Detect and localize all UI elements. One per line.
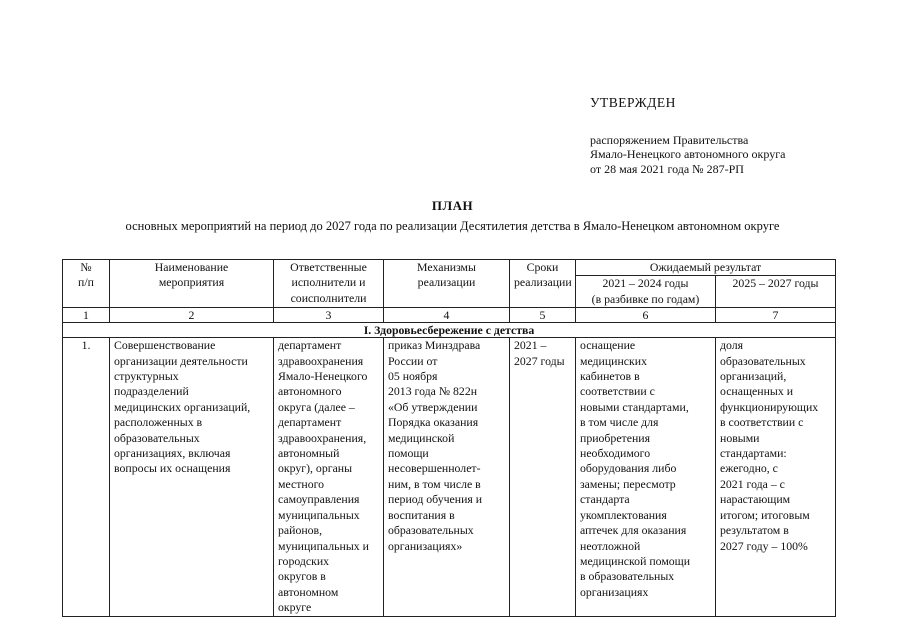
approval-line-1: распоряжением Правительства — [590, 132, 749, 147]
plan-title: ПЛАН — [431, 198, 474, 213]
approval-line-2: Ямало-Ненецкого автономного округа — [590, 147, 786, 161]
approval-line-3: от 28 мая 2021 года № 287-РП — [590, 161, 744, 176]
row-result-a: оснащение медицинских кабинетов в соответствии с новыми стандартами, в том числе для приобретения необходимого оборудования либо замены; пересмотр стандарта укомплектования аптечек для оказания неотложной медицинской помощи в образовательных организациях — [576, 338, 716, 616]
column-number: 4 — [384, 308, 510, 323]
approval-title: УТВЕРЖДЕН — [590, 95, 676, 110]
header-expected-b: 2025 – 2027 годы — [716, 276, 836, 308]
header-num: № п/п — [63, 260, 110, 308]
header-expected-a: 2021 – 2024 годы (в разбивке по годам) — [576, 276, 716, 308]
column-number: 7 — [716, 308, 836, 323]
plan-table — [62, 259, 836, 617]
header-mechanisms: Механизмы реализации — [384, 260, 510, 308]
column-number: 3 — [274, 308, 384, 323]
row-mechanisms: приказ Минздрава России от 05 ноября 2013 года № 822н «Об утверждении Порядка оказания медицинской помощи несовершеннолет- ним, в том числе в период обучения и воспитания в образовательных организациях» — [384, 338, 510, 616]
row-name: Совершенствование организации деятельности структурных подразделений медицинских организаций, расположенных в образовательных организациях, включая вопросы их оснащения — [110, 338, 274, 616]
section-row — [63, 323, 836, 338]
section-title: I. Здоровьесбережение с детства — [63, 323, 836, 338]
header-responsible: Ответственные исполнители и соисполнители — [274, 260, 384, 308]
plan-heading — [0, 198, 905, 234]
header-expected: Ожидаемый результат — [576, 260, 836, 276]
header-name: Наименование мероприятия — [110, 260, 274, 308]
header-row — [63, 260, 836, 276]
table-row — [63, 338, 836, 616]
column-number: 5 — [510, 308, 576, 323]
column-number: 6 — [576, 308, 716, 323]
row-terms: 2021 – 2027 годы — [510, 338, 576, 616]
row-result-b: доля образовательных организаций, оснащенных и функционирующих в соответствии с новыми стандартами: ежегодно, с 2021 года – с нарастающим итогом; итоговым результатом в 2027 году – 100% — [716, 338, 836, 616]
row-responsible: департамент здравоохранения Ямало-Ненецкого автономного округа (далее – департамент здравоохранения, автономный округ), органы местного самоуправления муниципальных районов, муниципальных и городских округов в автономном округе — [274, 338, 384, 616]
approval-block — [590, 96, 785, 176]
row-num: 1. — [63, 338, 110, 616]
plan-subtitle: основных мероприятий на период до 2027 года по реализации Десятилетия детства в Ямало-Ненецком автономном округе — [125, 219, 780, 233]
column-number: 2 — [110, 308, 274, 323]
column-number-row — [63, 308, 836, 323]
header-terms: Сроки реализации — [510, 260, 576, 308]
column-number: 1 — [63, 308, 110, 323]
